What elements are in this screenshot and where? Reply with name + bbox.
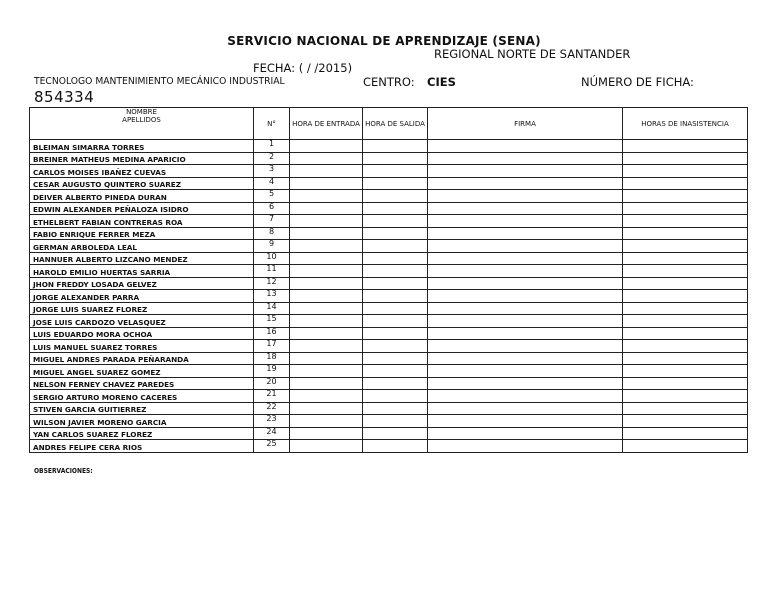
student-name-cell: ANDRES FELIPE CERA RIOS [30, 440, 254, 453]
signature-cell[interactable] [428, 327, 623, 340]
student-name-cell: NELSON FERNEY CHAVEZ PAREDES [30, 377, 254, 390]
student-number-cell: 9 [254, 240, 290, 253]
date-field: FECHA: ( / /2015) [253, 61, 353, 75]
student-name-cell: FABIO ENRIQUE FERRER MEZA [30, 227, 254, 240]
absence-hours-cell[interactable] [623, 290, 748, 303]
student-number-cell: 17 [254, 340, 290, 353]
student-number-cell: 3 [254, 165, 290, 178]
absence-hours-cell[interactable] [623, 140, 748, 153]
exit-time-cell[interactable] [363, 190, 428, 203]
signature-cell[interactable] [428, 415, 623, 428]
student-number-cell: 13 [254, 290, 290, 303]
exit-time-cell[interactable] [363, 140, 428, 153]
student-number-cell: 20 [254, 377, 290, 390]
table-row [30, 290, 748, 303]
student-number-cell: 22 [254, 402, 290, 415]
signature-cell[interactable] [428, 427, 623, 440]
column-header-number: N° [254, 108, 290, 140]
student-name-cell: CARLOS MOISES IBAÑEZ CUEVAS [30, 165, 254, 178]
exit-time-cell[interactable] [363, 277, 428, 290]
signature-cell[interactable] [428, 177, 623, 190]
table-row [30, 265, 748, 278]
absence-hours-cell[interactable] [623, 252, 748, 265]
signature-cell[interactable] [428, 227, 623, 240]
exit-time-cell[interactable] [363, 252, 428, 265]
entry-time-cell[interactable] [290, 415, 363, 428]
student-number-cell: 14 [254, 302, 290, 315]
exit-time-cell[interactable] [363, 427, 428, 440]
absence-hours-cell[interactable] [623, 190, 748, 203]
exit-time-cell[interactable] [363, 302, 428, 315]
student-name-cell: JORGE LUIS SUAREZ FLOREZ [30, 302, 254, 315]
exit-time-cell[interactable] [363, 265, 428, 278]
signature-cell[interactable] [428, 365, 623, 378]
student-name-cell: DEIVER ALBERTO PINEDA DURAN [30, 190, 254, 203]
absence-hours-cell[interactable] [623, 315, 748, 328]
table-row [30, 390, 748, 403]
regional-label: REGIONAL NORTE DE SANTANDER [434, 47, 631, 61]
table-row [30, 165, 748, 178]
exit-time-cell[interactable] [363, 240, 428, 253]
absence-hours-cell[interactable] [623, 402, 748, 415]
student-name-cell: MIGUEL ANGEL SUAREZ GOMEZ [30, 365, 254, 378]
entry-time-cell[interactable] [290, 390, 363, 403]
column-header-entry-time: HORA DE ENTRADA [290, 108, 363, 140]
student-number-cell: 19 [254, 365, 290, 378]
exit-time-cell[interactable] [363, 215, 428, 228]
student-name-cell: YAN CARLOS SUAREZ FLOREZ [30, 427, 254, 440]
entry-time-cell[interactable] [290, 152, 363, 165]
entry-time-cell[interactable] [290, 427, 363, 440]
absence-hours-cell[interactable] [623, 177, 748, 190]
student-name-cell: MIGUEL ANDRES PARADA PEÑARANDA [30, 352, 254, 365]
entry-time-cell[interactable] [290, 190, 363, 203]
entry-time-cell[interactable] [290, 340, 363, 353]
entry-time-cell[interactable] [290, 352, 363, 365]
student-name-cell: CESAR AUGUSTO QUINTERO SUAREZ [30, 177, 254, 190]
signature-cell[interactable] [428, 252, 623, 265]
absence-hours-cell[interactable] [623, 152, 748, 165]
program-name: TECNOLOGO MANTENIMIENTO MECÁNICO INDUSTRIAL [34, 76, 285, 87]
exit-time-cell[interactable] [363, 177, 428, 190]
entry-time-cell[interactable] [290, 265, 363, 278]
signature-cell[interactable] [428, 215, 623, 228]
ficha-label: NÚMERO DE FICHA: [581, 75, 694, 89]
absence-hours-cell[interactable] [623, 265, 748, 278]
signature-cell[interactable] [428, 377, 623, 390]
ficha-number: 854334 [34, 88, 95, 106]
student-number-cell: 8 [254, 227, 290, 240]
student-number-cell: 7 [254, 215, 290, 228]
exit-time-cell[interactable] [363, 227, 428, 240]
student-name-cell: JHON FREDDY LOSADA GELVEZ [30, 277, 254, 290]
entry-time-cell[interactable] [290, 315, 363, 328]
signature-cell[interactable] [428, 265, 623, 278]
student-name-cell: ETHELBERT FABIAN CONTRERAS ROA [30, 215, 254, 228]
exit-time-cell[interactable] [363, 165, 428, 178]
student-number-cell: 11 [254, 265, 290, 278]
student-name-cell: JOSE LUIS CARDOZO VELASQUEZ [30, 315, 254, 328]
table-row [30, 190, 748, 203]
column-header-nombre: NOMBRE [126, 108, 157, 116]
absence-hours-cell[interactable] [623, 202, 748, 215]
table-row [30, 440, 748, 453]
student-number-cell: 16 [254, 327, 290, 340]
absence-hours-cell[interactable] [623, 365, 748, 378]
table-row [30, 152, 748, 165]
student-number-cell: 25 [254, 440, 290, 453]
student-number-cell: 21 [254, 390, 290, 403]
signature-cell[interactable] [428, 240, 623, 253]
student-name-cell: HANNUER ALBERTO LIZCANO MENDEZ [30, 252, 254, 265]
document-title: SERVICIO NACIONAL DE APRENDIZAJE (SENA) [227, 34, 541, 48]
student-name-cell: LUIS MANUEL SUAREZ TORRES [30, 340, 254, 353]
table-row [30, 427, 748, 440]
signature-cell[interactable] [428, 290, 623, 303]
table-row [30, 352, 748, 365]
table-row [30, 327, 748, 340]
entry-time-cell[interactable] [290, 215, 363, 228]
absence-hours-cell[interactable] [623, 415, 748, 428]
entry-time-cell[interactable] [290, 177, 363, 190]
exit-time-cell[interactable] [363, 290, 428, 303]
absence-hours-cell[interactable] [623, 165, 748, 178]
center-label: CENTRO: [363, 75, 415, 89]
table-row [30, 377, 748, 390]
absence-hours-cell[interactable] [623, 377, 748, 390]
table-row [30, 402, 748, 415]
signature-cell[interactable] [428, 315, 623, 328]
entry-time-cell[interactable] [290, 252, 363, 265]
exit-time-cell[interactable] [363, 315, 428, 328]
signature-cell[interactable] [428, 440, 623, 453]
exit-time-cell[interactable] [363, 327, 428, 340]
student-number-cell: 2 [254, 152, 290, 165]
student-name-cell: GERMAN ARBOLEDA LEAL [30, 240, 254, 253]
table-row [30, 227, 748, 240]
table-row [30, 277, 748, 290]
student-name-cell: EDWIN ALEXANDER PEÑALOZA ISIDRO [30, 202, 254, 215]
table-row [30, 240, 748, 253]
student-number-cell: 15 [254, 315, 290, 328]
entry-time-cell[interactable] [290, 227, 363, 240]
student-number-cell: 6 [254, 202, 290, 215]
table-row [30, 177, 748, 190]
student-name-cell: LUIS EDUARDO MORA OCHOA [30, 327, 254, 340]
absence-hours-cell[interactable] [623, 227, 748, 240]
column-header-exit-time: HORA DE SALIDA [363, 108, 428, 140]
entry-time-cell[interactable] [290, 302, 363, 315]
signature-cell[interactable] [428, 390, 623, 403]
signature-cell[interactable] [428, 277, 623, 290]
table-row [30, 315, 748, 328]
absence-hours-cell[interactable] [623, 277, 748, 290]
exit-time-cell[interactable] [363, 390, 428, 403]
entry-time-cell[interactable] [290, 402, 363, 415]
entry-time-cell[interactable] [290, 327, 363, 340]
table-row [30, 215, 748, 228]
student-name-cell: JORGE ALEXANDER PARRA [30, 290, 254, 303]
student-number-cell: 10 [254, 252, 290, 265]
table-row [30, 415, 748, 428]
signature-cell[interactable] [428, 352, 623, 365]
column-header-apellidos: APELLIDOS [122, 116, 161, 124]
signature-cell[interactable] [428, 165, 623, 178]
table-row [30, 340, 748, 353]
observations-label: OBSERVACIONES: [34, 467, 93, 475]
exit-time-cell[interactable] [363, 202, 428, 215]
entry-time-cell[interactable] [290, 290, 363, 303]
absence-hours-cell[interactable] [623, 440, 748, 453]
student-name-cell: WILSON JAVIER MORENO GARCIA [30, 415, 254, 428]
absence-hours-cell[interactable] [623, 240, 748, 253]
column-header-absence-hours: HORAS DE INASISTENCIA [623, 108, 748, 140]
student-number-cell: 12 [254, 277, 290, 290]
absence-hours-cell[interactable] [623, 327, 748, 340]
exit-time-cell[interactable] [363, 415, 428, 428]
exit-time-cell[interactable] [363, 440, 428, 453]
signature-cell[interactable] [428, 402, 623, 415]
signature-cell[interactable] [428, 190, 623, 203]
signature-cell[interactable] [428, 140, 623, 153]
student-number-cell: 23 [254, 415, 290, 428]
signature-cell[interactable] [428, 202, 623, 215]
student-name-cell: SERGIO ARTURO MORENO CACERES [30, 390, 254, 403]
exit-time-cell[interactable] [363, 402, 428, 415]
entry-time-cell[interactable] [290, 165, 363, 178]
exit-time-cell[interactable] [363, 377, 428, 390]
center-value: CIES [427, 75, 456, 89]
table-row [30, 140, 748, 153]
exit-time-cell[interactable] [363, 152, 428, 165]
signature-cell[interactable] [428, 302, 623, 315]
absence-hours-cell[interactable] [623, 340, 748, 353]
student-name-cell: BREINER MATHEUS MEDINA APARICIO [30, 152, 254, 165]
entry-time-cell[interactable] [290, 440, 363, 453]
absence-hours-cell[interactable] [623, 215, 748, 228]
attendance-table [29, 107, 748, 453]
student-number-cell: 5 [254, 190, 290, 203]
table-row [30, 202, 748, 215]
student-number-cell: 18 [254, 352, 290, 365]
entry-time-cell[interactable] [290, 377, 363, 390]
table-row [30, 252, 748, 265]
student-number-cell: 4 [254, 177, 290, 190]
entry-time-cell[interactable] [290, 140, 363, 153]
entry-time-cell[interactable] [290, 365, 363, 378]
student-name-cell: HAROLD EMILIO HUERTAS SARRIA [30, 265, 254, 278]
entry-time-cell[interactable] [290, 202, 363, 215]
exit-time-cell[interactable] [363, 340, 428, 353]
entry-time-cell[interactable] [290, 240, 363, 253]
entry-time-cell[interactable] [290, 277, 363, 290]
absence-hours-cell[interactable] [623, 352, 748, 365]
absence-hours-cell[interactable] [623, 302, 748, 315]
exit-time-cell[interactable] [363, 352, 428, 365]
table-row [30, 302, 748, 315]
student-number-cell: 1 [254, 140, 290, 153]
column-header-signature: FIRMA [428, 108, 623, 140]
student-name-cell: BLEIMAN SIMARRA TORRES [30, 140, 254, 153]
student-name-cell: STIVEN GARCIA GUITIERREZ [30, 402, 254, 415]
column-header-name [30, 108, 254, 140]
table-row [30, 365, 748, 378]
absence-hours-cell[interactable] [623, 427, 748, 440]
exit-time-cell[interactable] [363, 365, 428, 378]
signature-cell[interactable] [428, 152, 623, 165]
signature-cell[interactable] [428, 340, 623, 353]
absence-hours-cell[interactable] [623, 390, 748, 403]
table-header-row [30, 108, 748, 140]
student-number-cell: 24 [254, 427, 290, 440]
